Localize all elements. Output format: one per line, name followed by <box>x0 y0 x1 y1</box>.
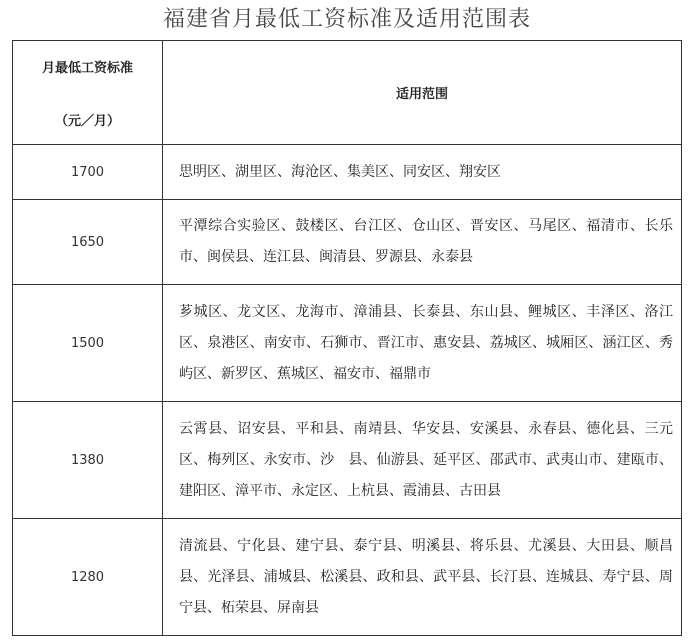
scope-value: 清流县、宁化县、建宁县、泰宁县、明溪县、将乐县、尤溪县、大田县、顺昌县、光泽县、浦城县、松溪县、政和县、武平县、长汀县、连城县、寿宁县、周宁县、柘荣县、屏南县 <box>163 519 682 636</box>
wage-value: 1280 <box>13 519 163 636</box>
wage-value: 1500 <box>13 285 163 402</box>
table-row <box>13 285 682 402</box>
page-title: 福建省月最低工资标准及适用范围表 <box>162 7 531 32</box>
scope-value: 芗城区、龙文区、龙海市、漳浦县、长泰县、东山县、鲤城区、丰泽区、洛江区、泉港区、南安市、石狮市、晋江市、惠安县、荔城区、城厢区、涵江区、秀屿区、新罗区、蕉城区、福安市、福鼎市 <box>163 285 682 402</box>
wage-value: 1650 <box>13 200 163 285</box>
scope-column-header: 适用范围 <box>163 41 682 145</box>
table-row <box>13 200 682 285</box>
wage-value: 1700 <box>13 145 163 200</box>
wage-header-unit: （元／月） <box>54 113 120 129</box>
wage-header-label: 月最低工资标准 <box>41 60 133 76</box>
scope-value: 云霄县、诏安县、平和县、南靖县、华安县、安溪县、永春县、德化县、三元区、梅列区、永安市、沙 县、仙游县、延平区、邵武市、武夷山市、建瓯市、建阳区、漳平市、永定区、上杭县、霞浦县、古田县 <box>163 402 682 519</box>
scope-value: 平潭综合实验区、鼓楼区、台江区、仓山区、晋安区、马尾区、福清市、长乐市、闽侯县、连江县、闽清县、罗源县、永泰县 <box>163 200 682 285</box>
table-row <box>13 402 682 519</box>
table-row <box>13 519 682 636</box>
table-header-row <box>13 41 682 145</box>
scope-value: 思明区、湖里区、海沧区、集美区、同安区、翔安区 <box>163 145 682 200</box>
wage-column-header <box>13 41 163 145</box>
minimum-wage-table <box>12 40 682 636</box>
wage-value: 1380 <box>13 402 163 519</box>
table-row <box>13 145 682 200</box>
